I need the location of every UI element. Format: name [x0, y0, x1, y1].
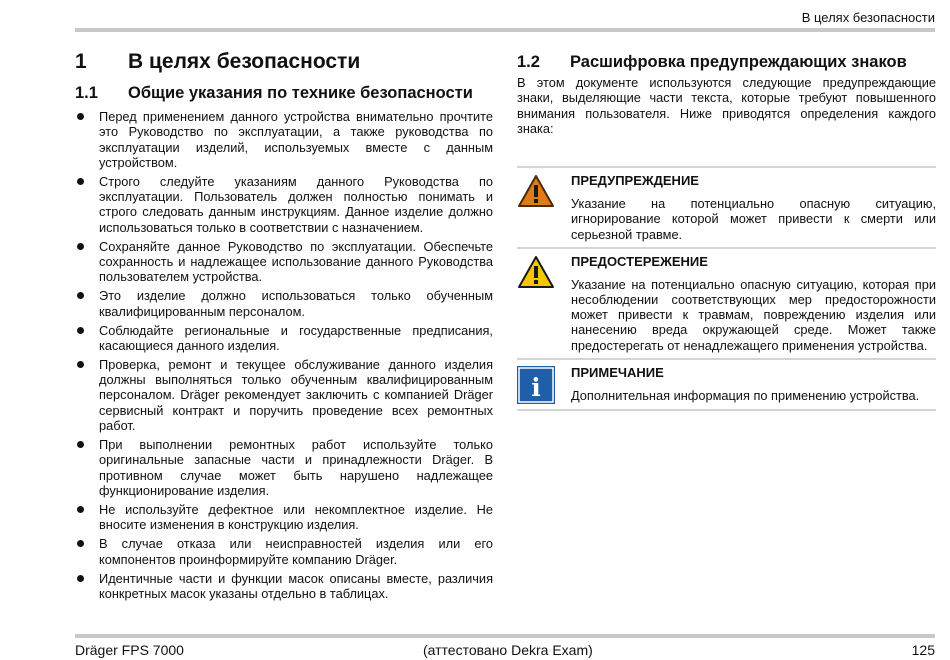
- bullet-item: Перед применением данного устройства внимательно прочтите это Руководство по эксплуатации, а также руководства по эксплуатации изделий, используемых вместе с данным устройством.: [75, 109, 493, 170]
- bullet-icon: [77, 540, 84, 547]
- bullet-item: Соблюдайте региональные и государственные предписания, касающиеся данного изделия.: [75, 323, 493, 354]
- chapter-heading: [75, 50, 493, 74]
- section-number: 1.1: [75, 84, 98, 102]
- page-number: 125: [911, 642, 935, 658]
- bullet-icon: [77, 361, 84, 368]
- warning-triangle-icon: [517, 174, 555, 208]
- bullet-icon: [77, 292, 84, 299]
- notice-caution: [517, 249, 936, 360]
- bullet-item: Проверка, ремонт и текущее обслуживание данного изделия должны выполняться только обученным квалифицированным персоналом. Dräger рекомендует заключить с компанией Dräger сервисный контракт и поручить проведение всех ремонтных работ.: [75, 357, 493, 433]
- footer-divider: [75, 634, 935, 638]
- section-title: Общие указания по технике безопасности: [128, 84, 473, 102]
- footer-product: Dräger FPS 7000: [75, 642, 184, 658]
- svg-text:i: i: [531, 372, 541, 402]
- notice-body: Указание на потенциально опасную ситуацию, которая при несоблюдении соответствующих мер предосторожности может привести к травмам, повреждению изделия или нанесению вреда окружающей среде. Может также предостерегать от ненадлежащего применения устройства.: [571, 276, 936, 353]
- notice-title: ПРИМЕЧАНИЕ: [571, 364, 664, 380]
- bullet-icon: [77, 113, 84, 120]
- right-column: [517, 50, 936, 411]
- section-number: 1.2: [517, 53, 540, 71]
- running-header: В целях безопасности: [801, 10, 935, 25]
- bullet-icon: [77, 575, 84, 582]
- left-column: [75, 50, 493, 605]
- section-heading-signs: [517, 53, 936, 72]
- page-footer: [75, 642, 935, 660]
- bullet-item: В случае отказа или неисправностей изделия или его компонентов проинформируйте компанию Dräger.: [75, 536, 493, 567]
- notice-warning: [517, 168, 936, 249]
- bullet-item: Идентичные части и функции масок описаны вместе, различия конкретных масок указаны отдельно в таблицах.: [75, 571, 493, 602]
- bullet-item: При выполнении ремонтных работ используйте только оригинальные запасные части и принадлежности Dräger. В противном случае может быть нарушено надлежащее функционирование изделия.: [75, 437, 493, 498]
- chapter-title: В целях безопасности: [128, 50, 361, 73]
- section-heading-general: [75, 84, 493, 103]
- bullet-item: Это изделие должно использоваться только обученным квалифицированным персоналом.: [75, 288, 493, 319]
- bullet-icon: [77, 178, 84, 185]
- signs-intro-paragraph: В этом документе используются следующие предупреждающие знаки, выделяющие части текста, которые требуют повышенного внимания пользователя. Ниже приводятся определения каждого знака:: [517, 75, 936, 136]
- notice-title: ПРЕДОСТЕРЕЖЕНИЕ: [571, 253, 708, 269]
- chapter-number: 1: [75, 50, 87, 73]
- notice-table: [517, 166, 936, 411]
- bullet-item: Не используйте дефектное или некомплектное изделие. Не вносите изменения в конструкцию изделия.: [75, 502, 493, 533]
- bullet-icon: [77, 243, 84, 250]
- notice-note: [517, 360, 936, 411]
- bullet-item: Сохраняйте данное Руководство по эксплуатации. Обеспечьте сохранность и надлежащее использование данного Руководства пользователем устройства.: [75, 239, 493, 285]
- notice-title: ПРЕДУПРЕЖДЕНИЕ: [571, 173, 699, 189]
- notice-body: Указание на потенциально опасную ситуацию, игнорирование которой может привести к смерти или серьезной травме.: [571, 196, 936, 242]
- footer-certification: (аттестовано Dekra Exam): [423, 642, 593, 658]
- header-divider: [75, 28, 935, 32]
- bullet-icon: [77, 506, 84, 513]
- section-title: Расшифровка предупреждающих знаков: [570, 53, 907, 71]
- notice-body: Дополнительная информация по применению устройства.: [571, 387, 920, 403]
- info-icon: [517, 366, 555, 404]
- safety-bullet-list: [75, 109, 493, 601]
- bullet-icon: [77, 327, 84, 334]
- caution-triangle-icon: [517, 255, 555, 289]
- bullet-item: Строго следуйте указаниям данного Руководства по эксплуатации. Пользователь должен полностью понимать и строго следовать данным инструкциям. Данное изделие должно использоваться только в соответствии с назначением.: [75, 174, 493, 235]
- bullet-icon: [77, 441, 84, 448]
